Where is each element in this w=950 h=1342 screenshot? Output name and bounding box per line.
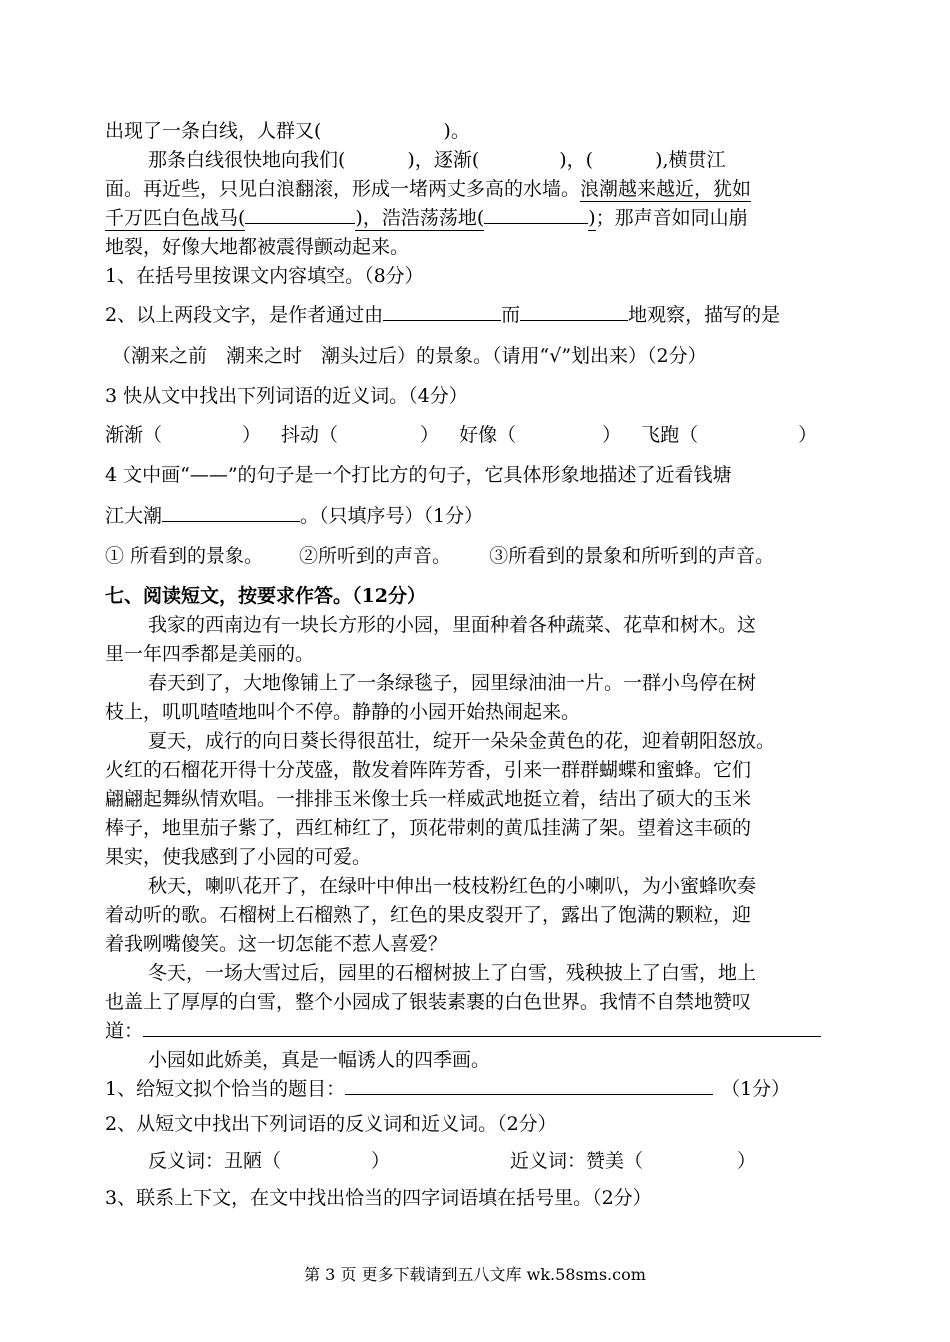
passage2-line: 夏天，成行的向日葵长得很茁壮，绽开一朵朵金黄色的花，迎着朝阳怒放。: [148, 730, 776, 752]
blank[interactable]: [484, 205, 588, 224]
answer-blank[interactable]: [143, 1018, 821, 1037]
answer-blank[interactable]: [383, 302, 501, 321]
question-4: 4 文中画“——”的句子是一个打比方的句子，它具体形象地描述了近看钱塘: [105, 464, 732, 486]
question-3: 3 快从文中找出下列词语的近义词。（4分）: [105, 385, 468, 407]
question-1: 1、在括号里按课文内容填空。（8分）: [105, 265, 424, 287]
passage2-line: 秋天，喇叭花开了，在绿叶中伸出一枝枝粉红色的小喇叭，为小蜜蜂吹奏: [148, 875, 757, 897]
blank[interactable]: [245, 205, 355, 224]
passage2-line: 也盖上了厚厚的白雪，整个小园成了银装素裹的白色世界。我情不自禁地赞叹: [105, 991, 752, 1013]
sub-question-2-words: 反义词：丑陋（ ） 近义词：赞美（ ）: [148, 1150, 757, 1172]
passage2-line: 火红的石榴花开得十分茂盛，散发着阵阵芳香，引来一群群蝴蝶和蜜蜂。它们: [105, 759, 752, 781]
passage1-line2: 那条白线很快地向我们( )，逐渐( )，( ),横贯江: [148, 149, 726, 171]
passage2-line-with-blank: 道：: [105, 1018, 821, 1044]
passage1-line5: 地裂，好像大地都被震得颤动起来。: [105, 236, 410, 258]
question-4-line2: 江大潮 。（只填序号）（1分）: [105, 505, 484, 527]
passage2-line: 春天到了，大地像铺上了一条绿毯子，园里绿油油一片。一群小鸟停在树: [148, 672, 757, 694]
passage2-line: 枝上，叽叽喳喳地叫个不停。静静的小园开始热闹起来。: [105, 701, 581, 723]
passage2-line: 我家的西南边有一块长方形的小园，里面种着各种蔬菜、花草和树木。这: [148, 614, 757, 636]
passage2-line: 冬天，一场大雪过后，园里的石榴树披上了白雪，残秧披上了白雪，地上: [148, 962, 757, 984]
passage1-line1: 出现了一条白线，人群又( )。: [105, 120, 470, 142]
passage1-line4: 千万匹白色战马( )，浩浩荡荡地( )；那声音如同山崩: [105, 207, 748, 229]
sub-question-1: 1、给短文拟个恰当的题目： （1分）: [105, 1078, 791, 1100]
passage2-line: 着我咧嘴傻笑。这一切怎能不惹人喜爱？: [105, 933, 448, 955]
question-2-options: （潮来之前 潮来之时 潮头过后）的景象。（请用“√”划出来）（2分）: [112, 345, 707, 367]
passage2-line: 着动听的歌。石榴树上石榴熟了，红色的果皮裂开了，露出了饱满的颗粒，迎: [105, 904, 752, 926]
sub-question-3: 3、联系上下文，在文中找出恰当的四字词语填在括号里。（2分）: [105, 1187, 652, 1209]
passage1-line3: 面。再近些，只见白浪翻滚，形成一堵两丈多高的水墙。浪潮越来越近，犹如: [105, 178, 752, 200]
page-footer: 第 3 页 更多下载请到五八文库 wk.58sms.com: [304, 1265, 646, 1284]
passage2-line: 里一年四季都是美丽的。: [105, 643, 315, 665]
passage2-line: 棒子，地里茄子紫了，西红柿红了，顶花带刺的黄瓜挂满了架。望着这丰硕的: [105, 817, 752, 839]
passage2-line: 果实，使我感到了小园的可爱。: [105, 846, 372, 868]
section-7-heading: 七、阅读短文，按要求作答。（12分）: [105, 585, 426, 607]
title-blank[interactable]: [345, 1076, 713, 1095]
sub-question-2: 2、从短文中找出下列词语的反义词和近义词。（2分）: [105, 1113, 557, 1135]
question-2: 2、以上两段文字，是作者通过由 而 地观察，描写的是: [105, 304, 781, 326]
underlined-sentence: 浪潮越来越近，犹如: [580, 178, 752, 200]
answer-blank[interactable]: [162, 503, 300, 522]
answer-blank[interactable]: [520, 302, 628, 321]
question-4-options: ① 所看到的景象。 ②所听到的声音。 ③所看到的景象和所听到的声音。: [105, 545, 775, 567]
question-3-words: 渐渐（ ） 抖动（ ） 好像（ ） 飞跑（ ）: [105, 424, 818, 446]
passage2-line: 翩翩起舞纵情欢唱。一排排玉米像士兵一样威武地挺立着，结出了硕大的玉米: [105, 788, 752, 810]
passage2-line: 小园如此娇美，真是一幅诱人的四季画。: [148, 1049, 491, 1071]
